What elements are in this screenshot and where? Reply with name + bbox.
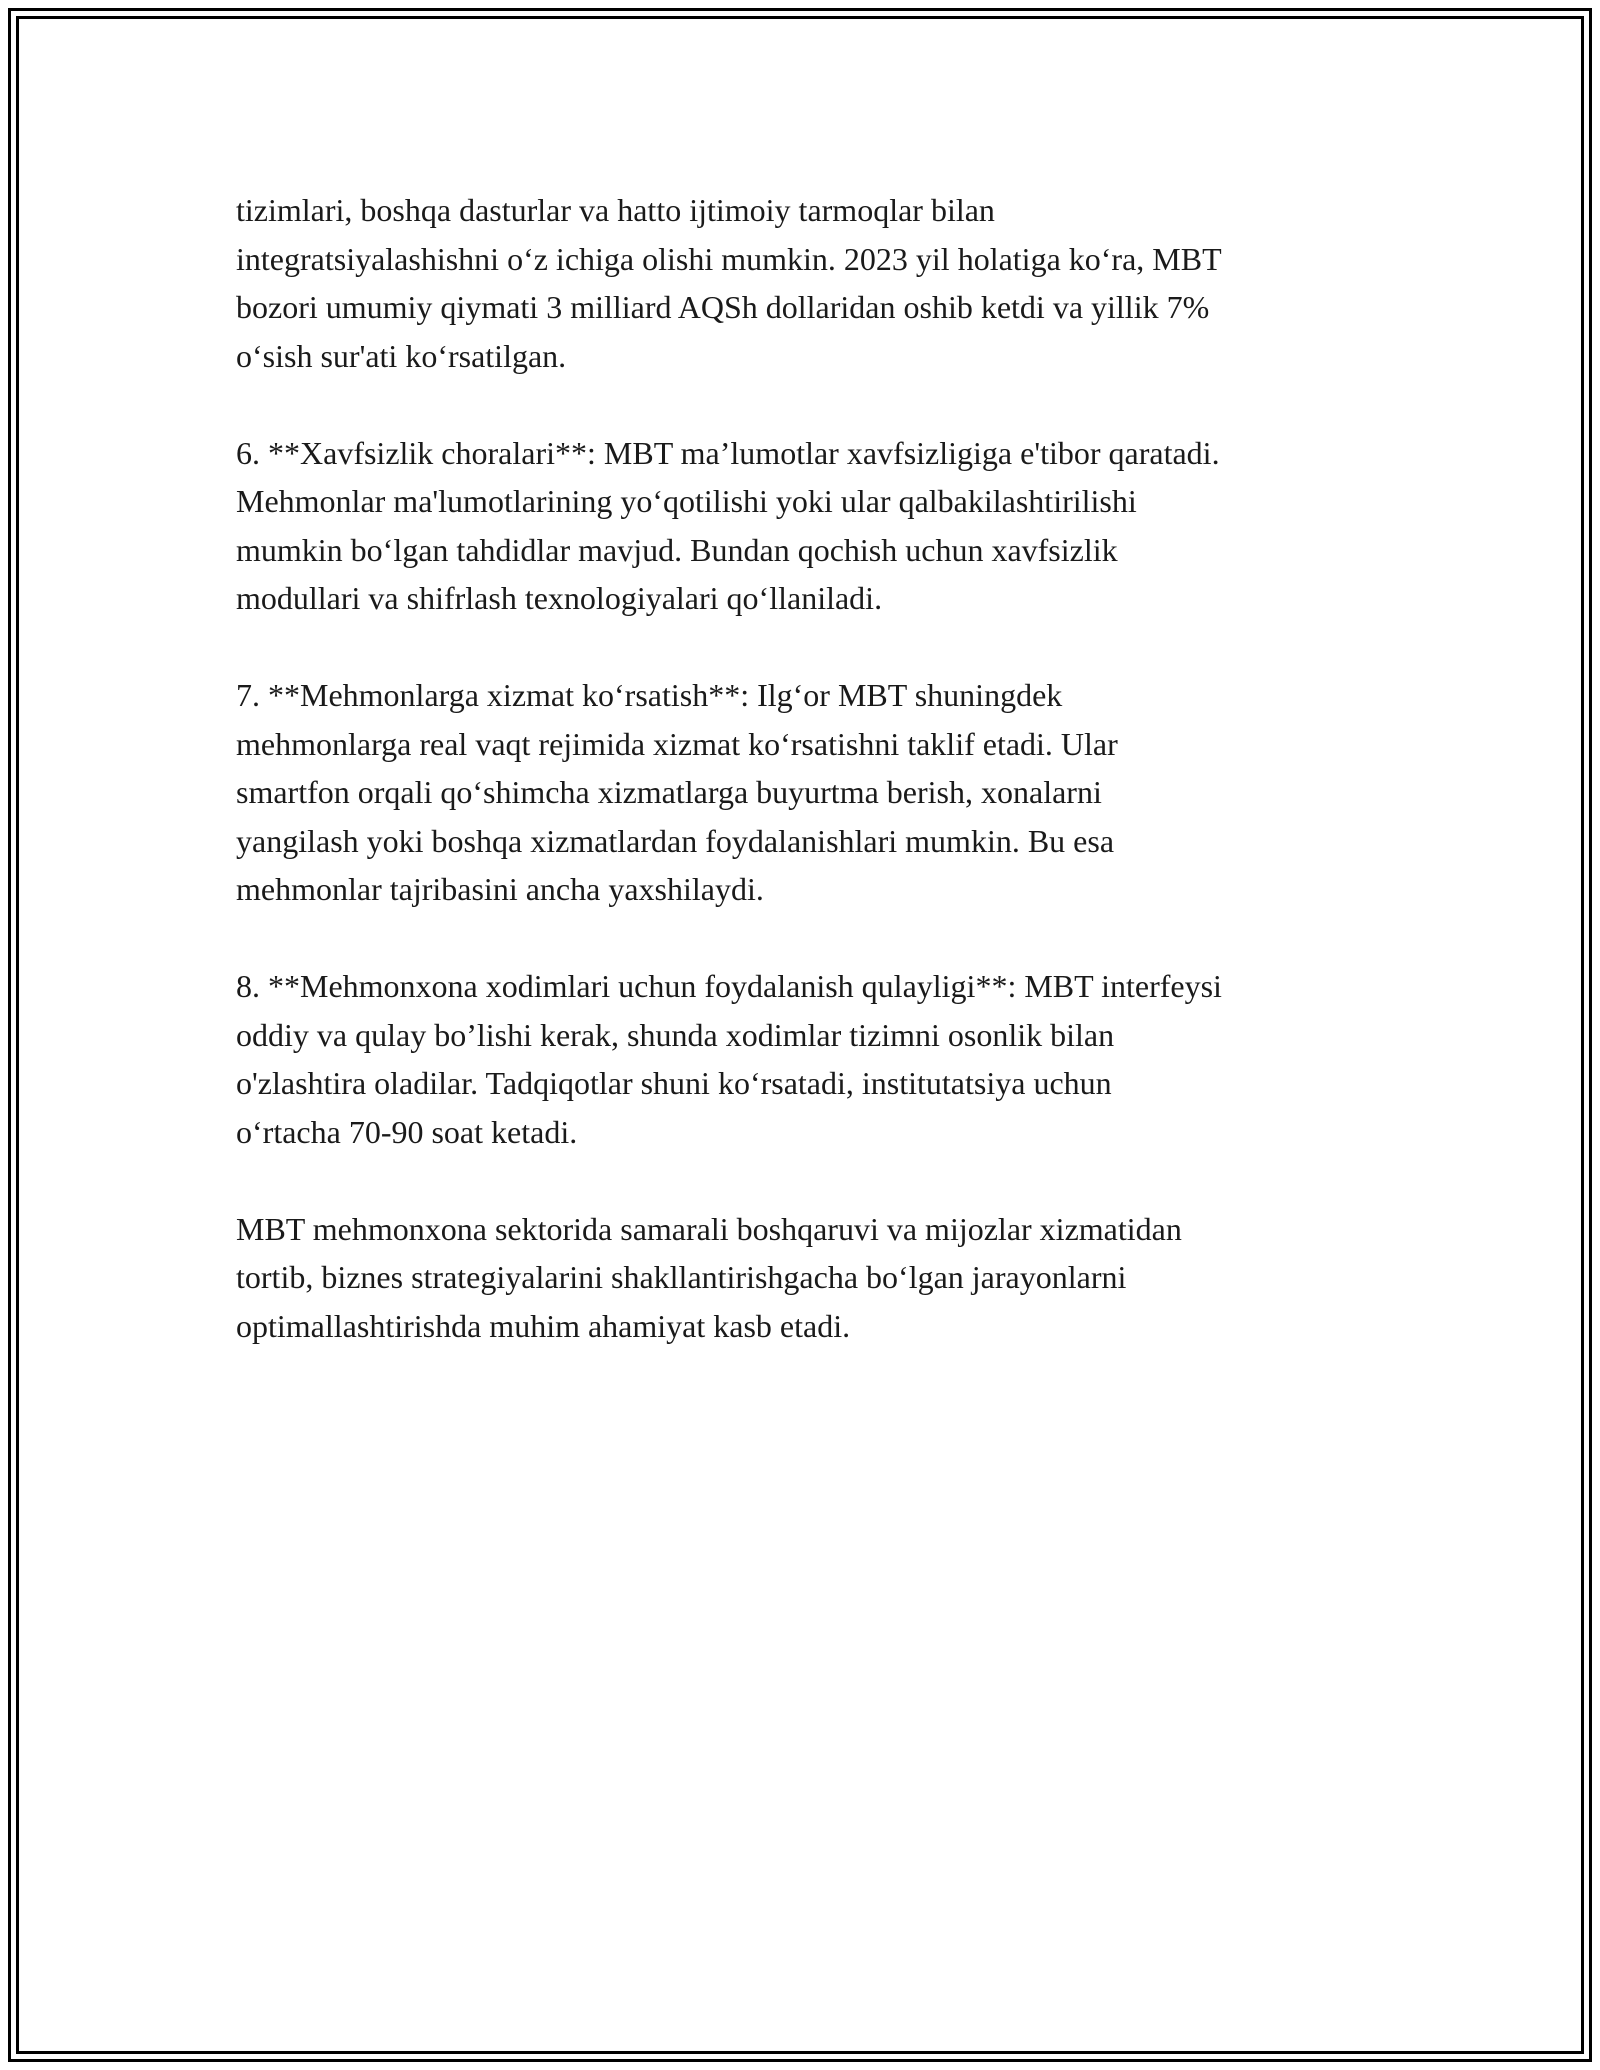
paragraph-security <box>236 429 1396 623</box>
text-line: mehmonlar tajribasini ancha yaxshilaydi. <box>236 871 764 907</box>
text-line: oddiy va qulay bo’lishi kerak, shunda xodimlar tizimni osonlik bilan <box>236 1016 1115 1053</box>
paragraph-usability <box>236 962 1396 1156</box>
text-line: 8. **Mehmonxona xodimlari uchun foydalanish qulayligi**: MBT interfeysi <box>236 968 1222 1004</box>
text-line: mehmonlarga real vaqt rejimida xizmat ko‘rsatishni taklif etadi. Ular <box>236 725 1118 762</box>
text-line: bozori umumiy qiymati 3 milliard AQSh dollaridan oshib ketdi va yillik 7% <box>236 289 1210 325</box>
text-line: yangilash yoki boshqa xizmatlardan foydalanishlari mumkin. Bu esa <box>236 822 1115 859</box>
paragraph-continuation <box>236 186 1396 380</box>
text-line: o‘rtacha 70-90 soat ketadi. <box>236 1113 578 1150</box>
text-line: 7. **Mehmonlarga xizmat ko‘rsatish**: Ilg‘or MBT shuningdek <box>236 677 1063 713</box>
text-line: o‘sish sur'ati ko‘rsatilgan. <box>236 337 567 374</box>
text-line: 6. **Xavfsizlik choralari**: MBT ma’lumotlar xavfsizligiga e'tibor qaratadi. <box>236 434 1220 471</box>
text-line: smartfon orqali qo‘shimcha xizmatlarga buyurtma berish, xonalarni <box>236 774 1102 810</box>
paragraph-guest-service <box>236 671 1396 914</box>
text-line: Mehmonlar ma'lumotlarining yo‘qotilishi yoki ular qalbakilashtirilishi <box>236 483 1137 519</box>
paragraph-conclusion <box>236 1205 1396 1351</box>
text-line: optimallashtirishda muhim ahamiyat kasb etadi. <box>236 1307 851 1344</box>
text-line: o'zlashtira oladilar. Tadqiqotlar shuni ko‘rsatadi, institutatsiya uchun <box>236 1065 1112 1101</box>
text-line: tortib, biznes strategiyalarini shakllantirishgacha bo‘lgan jarayonlarni <box>236 1259 1127 1295</box>
document-body <box>236 186 1396 1399</box>
text-line: tizimlari, boshqa dasturlar va hatto ijtimoiy tarmoqlar bilan <box>236 192 995 228</box>
text-line: mumkin bo‘lgan tahdidlar mavjud. Bundan qochish uchun xavfsizlik <box>236 531 1118 568</box>
text-line: modullari va shifrlash texnologiyalari qo‘llaniladi. <box>236 580 883 616</box>
text-line: integratsiyalashishni o‘z ichiga olishi mumkin. 2023 yil holatiga ko‘ra, MBT <box>236 240 1222 277</box>
text-line: MBT mehmonxona sektorida samarali boshqaruvi va mijozlar xizmatidan <box>236 1210 1182 1247</box>
